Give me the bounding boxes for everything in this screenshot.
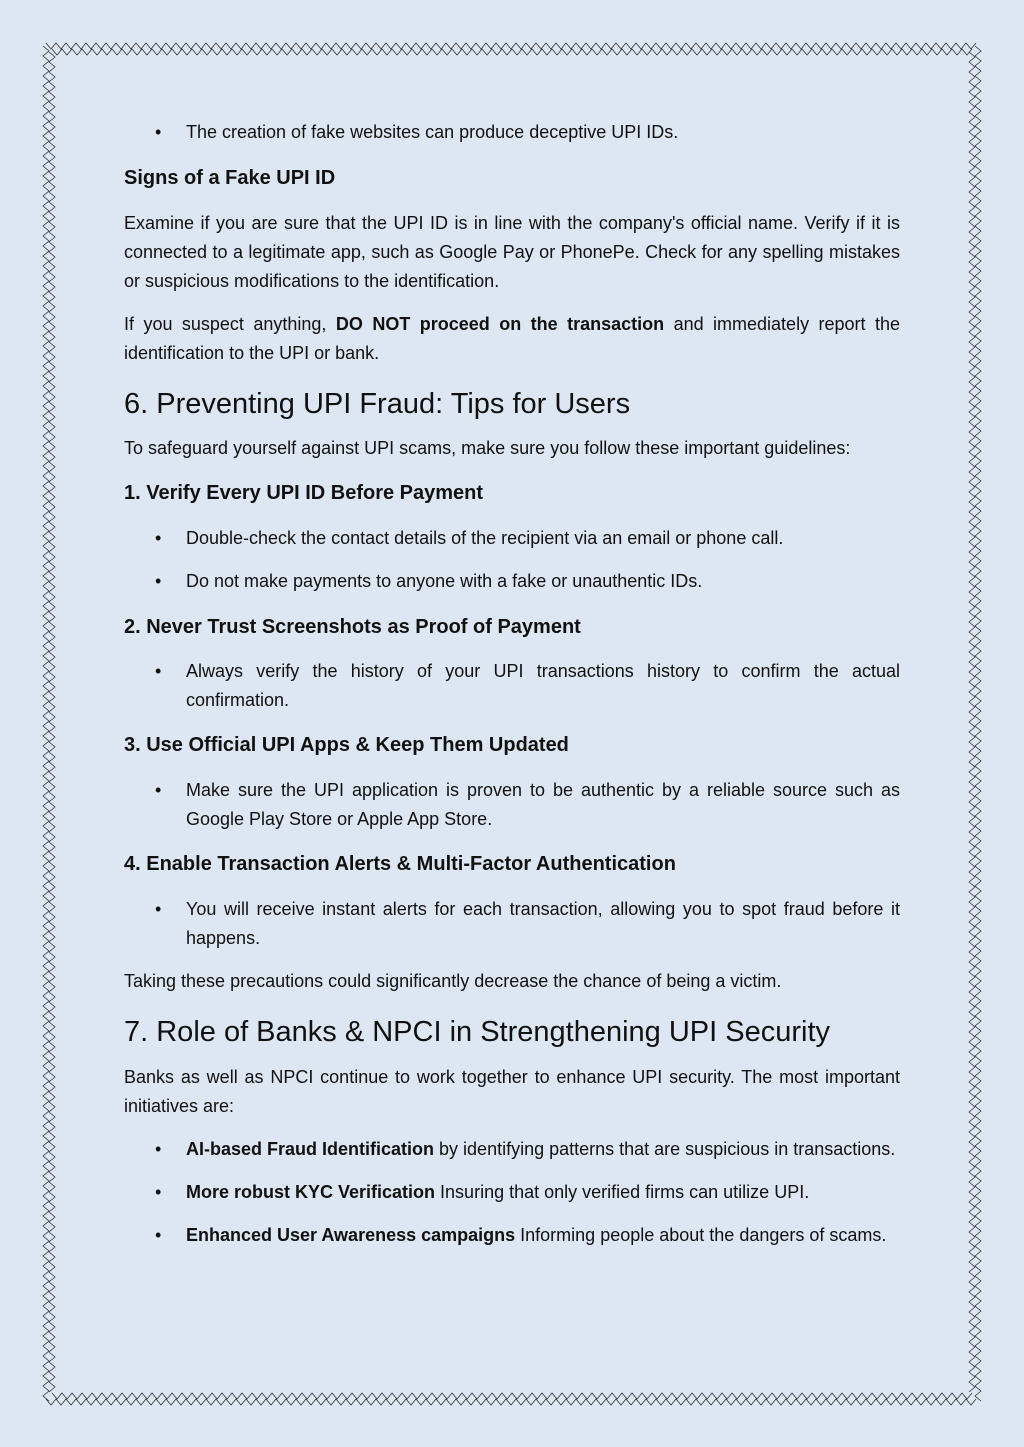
bullet-icon: • (155, 528, 162, 548)
tip-4-heading: 4. Enable Transaction Alerts & Multi-Factor Authentication (124, 853, 676, 875)
border-zigzag-line (43, 46, 49, 1401)
section-7-heading: 7. Role of Banks & NPCI in Strengthening UPI Security (124, 1016, 831, 1048)
section-7-list (124, 1135, 900, 1250)
list-item: • Make sure the UPI application is proven to be authentic by a reliable source such as Google Play Store or Apple App Store. (124, 776, 900, 834)
border-zigzag-line (46, 43, 976, 49)
section-6-heading: 6. Preventing UPI Fraud: Tips for Users (124, 388, 631, 420)
section-6-closing: Taking these precautions could significantly decrease the chance of being a victim. (124, 971, 782, 991)
bullet-icon: • (155, 899, 162, 919)
tip-2-heading: 2. Never Trust Screenshots as Proof of Payment (124, 616, 581, 638)
bullet-icon: • (155, 1139, 162, 1159)
tip-2-list (124, 657, 900, 715)
list-item: • Enhanced User Awareness campaigns Informing people about the dangers of scams. (124, 1221, 900, 1250)
section-7-intro: Banks as well as NPCI continue to work together to enhance UPI security. The most important initiatives are: (124, 1067, 900, 1116)
list-item: • Double-check the contact details of the recipient via an email or phone call. (124, 524, 900, 553)
tip-3-list (124, 776, 900, 834)
intro-bullet-list (124, 118, 900, 147)
bullet-icon: • (155, 571, 162, 591)
bullet-icon: • (155, 661, 162, 681)
border-zigzag-line (975, 46, 981, 1401)
tip-1-heading: 1. Verify Every UPI ID Before Payment (124, 482, 484, 504)
bullet-icon: • (155, 780, 162, 800)
border-zigzag-line (52, 49, 972, 55)
section-6-intro: To safeguard yourself against UPI scams, make sure you follow these important guidelines: (124, 438, 851, 458)
list-item: • Do not make payments to anyone with a fake or unauthentic IDs. (124, 567, 900, 596)
border-zigzag-line (49, 52, 55, 1392)
tip-1-list (124, 524, 900, 596)
list-item: • Always verify the history of your UPI transactions history to confirm the actual confirmation. (124, 657, 900, 715)
tip-3-heading: 3. Use Official UPI Apps & Keep Them Updated (124, 734, 569, 756)
border-zigzag-line (969, 52, 975, 1392)
border-zigzag-line (46, 1399, 976, 1405)
signs-heading: Signs of a Fake UPI ID (124, 167, 336, 189)
signs-paragraph: Examine if you are sure that the UPI ID is in line with the company's official name. Verify if it is connected to a legitimate app, such as Google Pay or PhonePe. Check for any spelling mistakes or suspicious modifications to the identification. (124, 213, 900, 291)
list-item: • You will receive instant alerts for each transaction, allowing you to spot fraud before it happens. (124, 895, 900, 953)
bullet-icon: • (155, 1225, 162, 1245)
list-item: • AI-based Fraud Identification by identifying patterns that are suspicious in transactions. (124, 1135, 900, 1164)
document-body (124, 118, 900, 1250)
border-zigzag-line (52, 1393, 972, 1399)
signs-warning-paragraph: If you suspect anything, DO NOT proceed on the transaction and immediately report the identification to the UPI or bank. (124, 314, 900, 363)
list-item: • More robust KYC Verification Insuring that only verified firms can utilize UPI. (124, 1178, 900, 1207)
bullet-icon: • (155, 122, 162, 142)
list-item: • The creation of fake websites can produce deceptive UPI IDs. (124, 118, 900, 147)
bullet-icon: • (155, 1182, 162, 1202)
tip-4-list (124, 895, 900, 953)
warning-emphasis: DO NOT proceed on the transaction (335, 314, 665, 334)
